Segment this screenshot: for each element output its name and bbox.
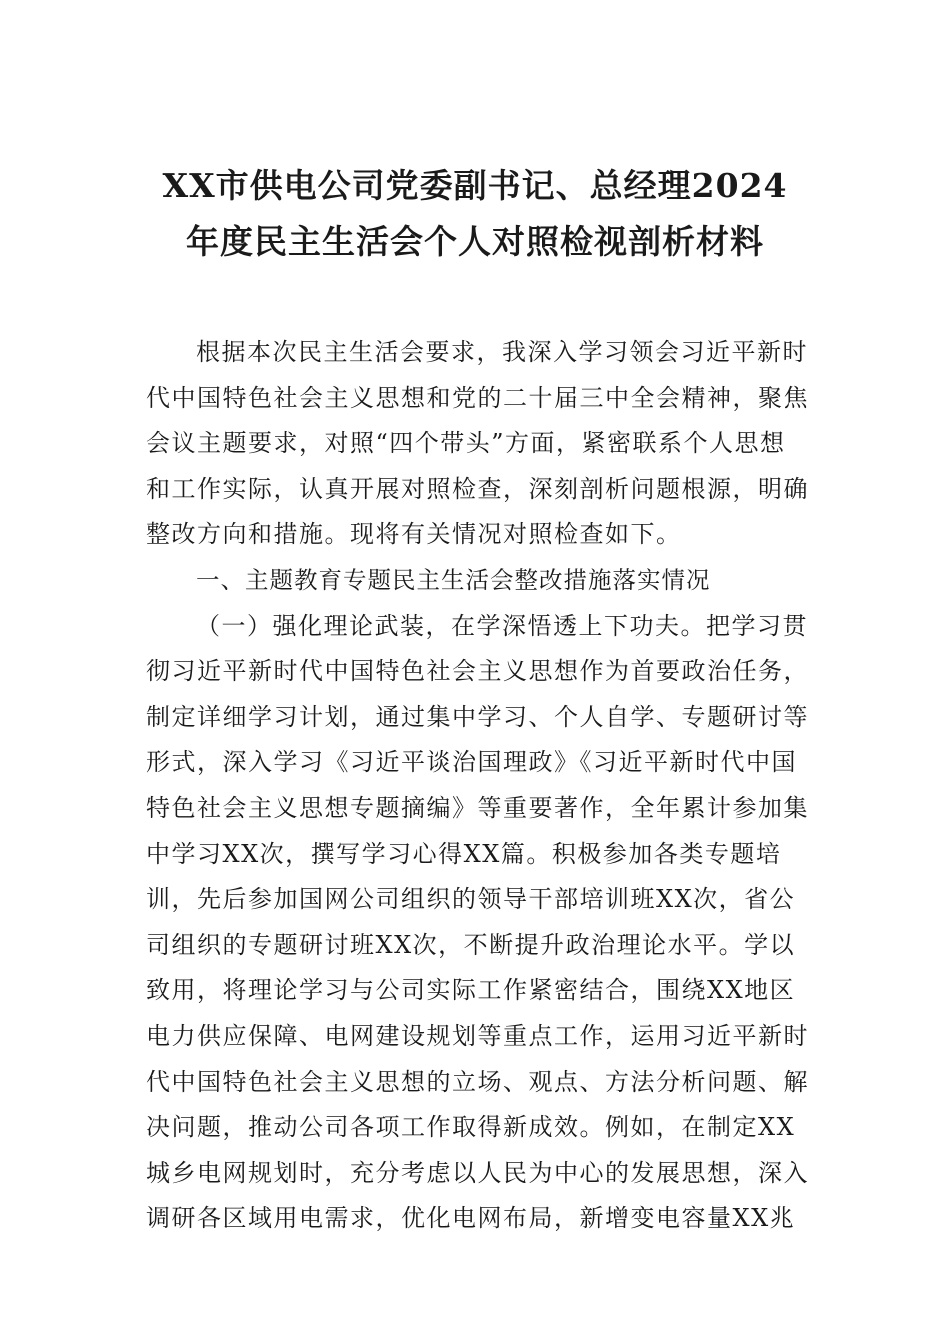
paragraph-line: 整改方向和措施。现将有关情况对照检查如下。 xyxy=(146,520,682,549)
section-heading: 一、主题教育专题民主生活会整改措施落实情况 xyxy=(196,565,711,594)
paragraph-line: （一）强化理论武装，在学深悟透上下功夫。把学习贯 xyxy=(196,611,808,640)
paragraph-line: 致用，将理论学习与公司实际工作紧密结合，围绕XX地区 xyxy=(146,976,796,1005)
paragraph-line: 和工作实际，认真开展对照检查，深刻剖析问题根源，明确 xyxy=(146,474,809,503)
intro-paragraph xyxy=(146,330,816,558)
document-title xyxy=(120,158,830,270)
paragraph-line: 会议主题要求，对照“四个带头”方面，紧密联系个人思想 xyxy=(146,429,786,458)
paragraph-line: 电力供应保障、电网建设规划等重点工作，运用习近平新时 xyxy=(146,1021,809,1050)
paragraph-line: 训，先后参加国网公司组织的领导干部培训班XX次，省公 xyxy=(146,885,796,914)
title-line: 年度民主生活会个人对照检视剖析材料 xyxy=(186,222,764,261)
paragraph-line: 代中国特色社会主义思想的立场、观点、方法分析问题、解 xyxy=(146,1067,809,1096)
paragraph-line: 城乡电网规划时，充分考虑以人民为中心的发展思想，深入 xyxy=(146,1158,809,1187)
paragraph-line: 司组织的专题研讨班XX次，不断提升政治理论水平。学以 xyxy=(146,930,796,959)
paragraph-line: 调研各区域用电需求，优化电网布局，新增变电容量XX兆 xyxy=(146,1204,796,1233)
paragraph-line: 形式，深入学习《习近平谈治国理政》《习近平新时代中国 xyxy=(146,748,797,777)
title-line: XX市供电公司党委副书记、总经理2024 xyxy=(162,166,788,205)
subsection-paragraph xyxy=(146,604,816,1242)
paragraph-line: 彻习近平新时代中国特色社会主义思想作为首要政治任务， xyxy=(146,657,809,686)
paragraph-line: 制定详细学习计划，通过集中学习、个人自学、专题研讨等 xyxy=(146,702,809,731)
paragraph-line: 根据本次民主生活会要求，我深入学习领会习近平新时 xyxy=(196,338,808,366)
document-body xyxy=(146,330,816,1242)
paragraph-line: 代中国特色社会主义思想和党的二十届三中全会精神，聚焦 xyxy=(146,383,809,412)
paragraph-line: 决问题，推动公司各项工作取得新成效。例如，在制定XX xyxy=(146,1113,796,1142)
paragraph-line: 中学习XX次，撰写学习心得XX篇。积极参加各类专题培 xyxy=(146,839,782,868)
paragraph-line: 特色社会主义思想专题摘编》等重要著作，全年累计参加集 xyxy=(146,793,809,822)
